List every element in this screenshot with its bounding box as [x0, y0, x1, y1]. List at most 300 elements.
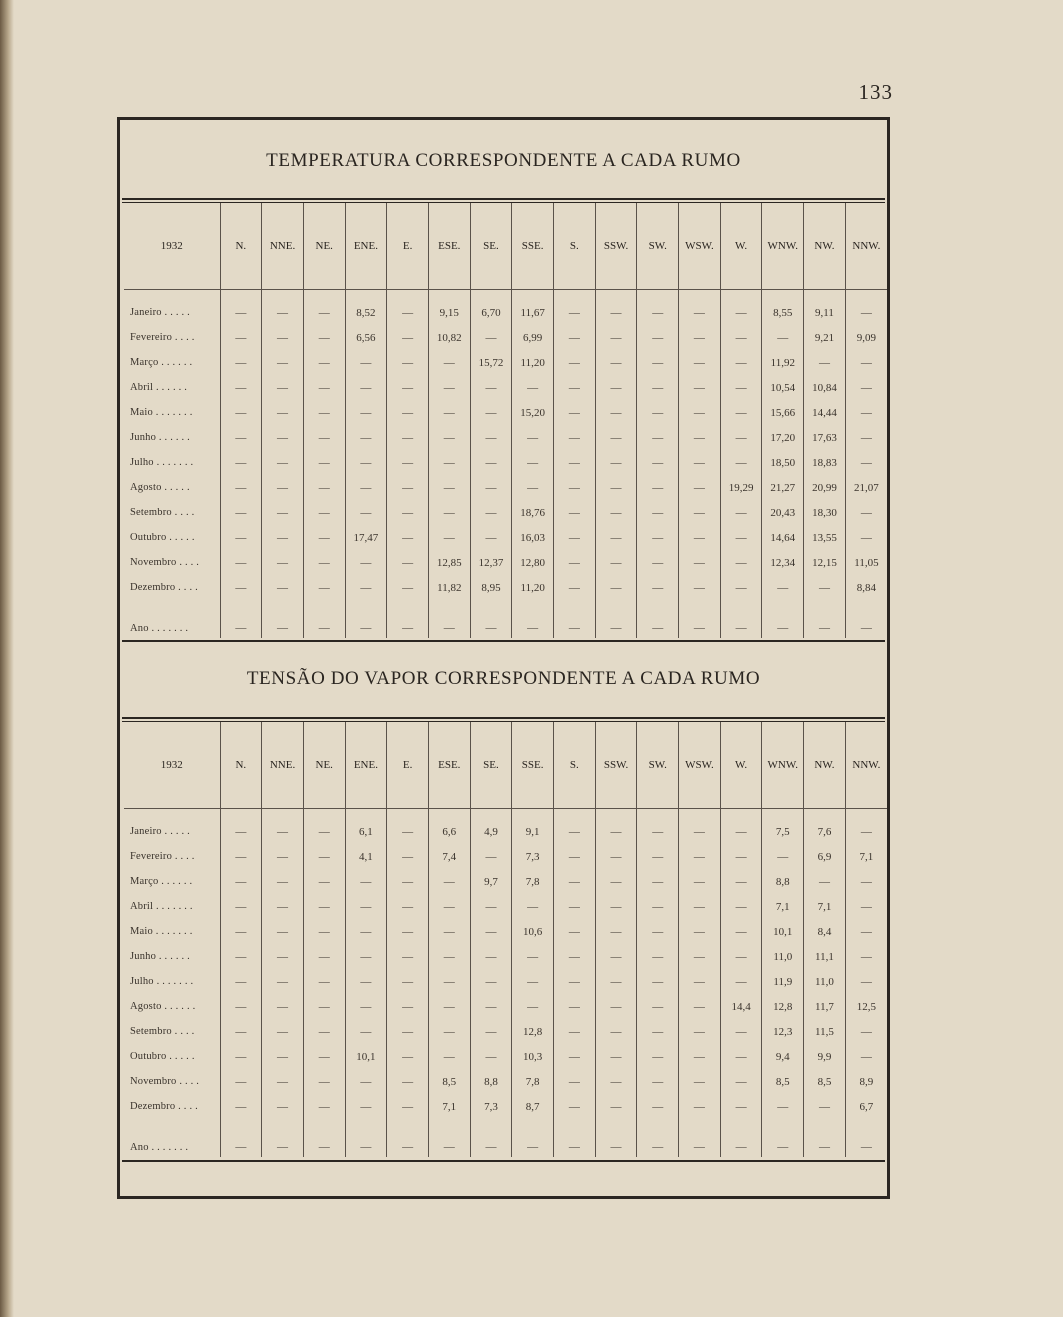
temperature-column-header: S. [554, 203, 596, 290]
bottom-rule [122, 1160, 885, 1162]
table-cell: — [845, 869, 887, 894]
vapor-top-rule [122, 640, 885, 642]
table-cell: — [637, 844, 679, 869]
table-cell: — [637, 600, 679, 638]
vapor-column-header: W. [720, 722, 762, 809]
table-cell: — [387, 994, 429, 1019]
table-cell: — [679, 1069, 721, 1094]
table-row [124, 1094, 887, 1119]
table-cell: — [512, 969, 554, 994]
table-cell: — [303, 375, 345, 400]
table-cell: — [262, 1069, 304, 1094]
table-cell: — [470, 400, 512, 425]
table-cell: — [720, 1119, 762, 1157]
table-cell: — [428, 350, 470, 375]
table-cell: — [554, 844, 596, 869]
table-cell: — [804, 600, 846, 638]
table-cell: — [595, 400, 637, 425]
temperature-column-header: WSW. [679, 203, 721, 290]
table-cell: 17,47 [345, 525, 387, 550]
table-cell: — [387, 919, 429, 944]
table-cell: — [220, 1119, 262, 1157]
table-cell: — [595, 1094, 637, 1119]
table-cell: 7,3 [512, 844, 554, 869]
table-cell: 7,6 [804, 819, 846, 844]
table-cell: 11,05 [845, 550, 887, 575]
table-cell: 9,21 [804, 325, 846, 350]
table-cell: — [554, 1044, 596, 1069]
table-cell: — [220, 425, 262, 450]
month-label: Junho . . . . . . [130, 951, 190, 962]
table-cell: — [470, 425, 512, 450]
table-cell: — [845, 819, 887, 844]
month-label: Maio . . . . . . . [130, 926, 193, 937]
table-cell: — [554, 1094, 596, 1119]
temperature-column-header: SE. [470, 203, 512, 290]
table-cell: — [220, 550, 262, 575]
table-cell: 9,4 [762, 1044, 804, 1069]
table-cell: — [303, 350, 345, 375]
table-cell: — [845, 1119, 887, 1157]
vapor-column-header: WNW. [762, 722, 804, 809]
table-cell: — [554, 375, 596, 400]
table-cell: — [595, 550, 637, 575]
table-cell: — [679, 894, 721, 919]
vapor-header-row [124, 722, 887, 809]
table-cell: — [845, 350, 887, 375]
table-cell: — [554, 300, 596, 325]
month-label: Janeiro . . . . . [130, 307, 190, 318]
table-cell: — [220, 350, 262, 375]
table-cell: — [303, 1019, 345, 1044]
table-cell: — [470, 919, 512, 944]
table-cell: — [262, 819, 304, 844]
table-cell: 18,30 [804, 500, 846, 525]
temperature-column-header: E. [387, 203, 429, 290]
table-cell: 12,3 [762, 1019, 804, 1044]
table-cell: 9,1 [512, 819, 554, 844]
table-cell: 15,72 [470, 350, 512, 375]
table-cell: — [387, 450, 429, 475]
table-cell: — [262, 919, 304, 944]
table-cell: — [220, 919, 262, 944]
table-cell: — [554, 350, 596, 375]
table-cell: — [303, 500, 345, 525]
table-cell: — [679, 994, 721, 1019]
table-cell: — [637, 1044, 679, 1069]
vapor-title: TENSÃO DO VAPOR CORRESPONDENTE A CADA RUMO [246, 668, 761, 689]
table-cell: — [845, 500, 887, 525]
table-cell: 12,80 [512, 550, 554, 575]
table-cell: 7,8 [512, 869, 554, 894]
table-cell: — [220, 1094, 262, 1119]
table-cell: — [470, 450, 512, 475]
table-cell: — [554, 550, 596, 575]
table-cell: — [554, 994, 596, 1019]
table-cell: — [679, 944, 721, 969]
table-row [124, 944, 887, 969]
table-cell: — [345, 600, 387, 638]
table-cell: 8,5 [428, 1069, 470, 1094]
table-cell: — [387, 944, 429, 969]
table-cell: — [637, 1119, 679, 1157]
table-cell: — [845, 400, 887, 425]
table-cell: 15,20 [512, 400, 554, 425]
table-cell: — [220, 300, 262, 325]
table-cell: 6,99 [512, 325, 554, 350]
table-cell: — [845, 969, 887, 994]
table-cell: — [220, 525, 262, 550]
table-cell: — [637, 300, 679, 325]
table-cell: 10,82 [428, 325, 470, 350]
table-cell: — [470, 1019, 512, 1044]
vapor-column-header: WSW. [679, 722, 721, 809]
table-cell: — [554, 869, 596, 894]
table-cell: — [554, 944, 596, 969]
table-cell: — [345, 575, 387, 600]
table-row [124, 1069, 887, 1094]
table-cell: — [428, 500, 470, 525]
table-cell: — [387, 325, 429, 350]
table-cell: — [345, 969, 387, 994]
table-cell: — [720, 350, 762, 375]
table-cell: — [262, 450, 304, 475]
table-cell: — [720, 575, 762, 600]
table-cell: — [428, 944, 470, 969]
table-row [124, 1044, 887, 1069]
table-cell: 12,15 [804, 550, 846, 575]
table-cell: — [303, 600, 345, 638]
month-label: Dezembro . . . . [130, 582, 198, 593]
table-row [124, 400, 887, 425]
table-cell: — [679, 375, 721, 400]
temperature-column-header: ESE. [428, 203, 470, 290]
month-label: Ano . . . . . . . [130, 623, 189, 634]
table-cell: — [679, 525, 721, 550]
month-label: Novembro . . . . [130, 1076, 200, 1087]
table-cell: — [595, 994, 637, 1019]
table-cell: 17,63 [804, 425, 846, 450]
table-cell: 8,4 [804, 919, 846, 944]
table-cell: — [679, 425, 721, 450]
table-cell: — [303, 894, 345, 919]
table-cell: 15,66 [762, 400, 804, 425]
table-cell: — [762, 844, 804, 869]
table-cell: — [220, 819, 262, 844]
table-cell: — [470, 969, 512, 994]
table-cell: — [720, 944, 762, 969]
month-label: Abril . . . . . . . [130, 901, 193, 912]
table-cell: — [720, 1094, 762, 1119]
table-cell: — [595, 375, 637, 400]
table-cell: — [428, 894, 470, 919]
temperature-title-rule [122, 198, 885, 200]
table-cell: — [303, 1094, 345, 1119]
table-cell: — [637, 500, 679, 525]
table-row [124, 919, 887, 944]
table-cell: — [845, 944, 887, 969]
table-cell: — [845, 375, 887, 400]
table-cell: — [720, 1019, 762, 1044]
vapor-column-header: SSW. [595, 722, 637, 809]
table-cell: — [845, 450, 887, 475]
table-cell: — [387, 500, 429, 525]
month-label: Ano . . . . . . . [130, 1142, 189, 1153]
table-cell: — [303, 525, 345, 550]
month-label: Janeiro . . . . . [130, 826, 190, 837]
vapor-column-header: ESE. [428, 722, 470, 809]
table-cell: — [470, 944, 512, 969]
table-cell: — [637, 969, 679, 994]
table-cell: — [554, 894, 596, 919]
table-cell: — [303, 1119, 345, 1157]
table-cell: — [637, 894, 679, 919]
table-cell: 8,84 [845, 575, 887, 600]
table-cell: — [387, 894, 429, 919]
table-cell: 7,4 [428, 844, 470, 869]
table-cell: — [303, 475, 345, 500]
table-cell: — [554, 1119, 596, 1157]
table-cell: — [262, 600, 304, 638]
table-cell: — [637, 1094, 679, 1119]
table-row [124, 994, 887, 1019]
month-label: Março . . . . . . [130, 357, 193, 368]
table-cell: — [512, 1119, 554, 1157]
table-cell: 4,9 [470, 819, 512, 844]
table-cell: — [554, 325, 596, 350]
month-label: Fevereiro . . . . [130, 851, 195, 862]
table-cell: 11,5 [804, 1019, 846, 1044]
table-cell: — [387, 1069, 429, 1094]
table-row [124, 325, 887, 350]
table-cell: — [845, 894, 887, 919]
table-cell: — [512, 375, 554, 400]
table-cell: 12,85 [428, 550, 470, 575]
table-cell: 7,1 [428, 1094, 470, 1119]
table-cell: — [720, 844, 762, 869]
table-cell: 18,50 [762, 450, 804, 475]
table-cell: — [387, 375, 429, 400]
table-row [124, 550, 887, 575]
table-cell: — [845, 919, 887, 944]
table-cell: — [720, 300, 762, 325]
month-label: Julho . . . . . . . [130, 457, 194, 468]
table-cell: — [595, 575, 637, 600]
table-cell: — [220, 869, 262, 894]
month-label: Outubro . . . . . [130, 532, 195, 543]
table-cell: 9,7 [470, 869, 512, 894]
table-cell: — [554, 450, 596, 475]
table-cell: — [303, 969, 345, 994]
table-cell: — [303, 550, 345, 575]
table-cell: — [345, 1094, 387, 1119]
table-cell: — [679, 1044, 721, 1069]
table-cell: — [428, 1119, 470, 1157]
table-cell: — [387, 475, 429, 500]
table-cell: — [679, 969, 721, 994]
table-cell: — [720, 425, 762, 450]
table-cell: — [470, 500, 512, 525]
table-row [124, 450, 887, 475]
table-cell: — [303, 994, 345, 1019]
temperature-column-header: W. [720, 203, 762, 290]
table-cell: 10,54 [762, 375, 804, 400]
table-row [124, 1019, 887, 1044]
table-cell: 11,7 [804, 994, 846, 1019]
table-cell: 11,92 [762, 350, 804, 375]
table-cell: — [512, 425, 554, 450]
table-cell: — [220, 844, 262, 869]
table-cell: 7,1 [762, 894, 804, 919]
table-cell: — [303, 869, 345, 894]
vapor-column-header: NE. [303, 722, 345, 809]
month-label: Maio . . . . . . . [130, 407, 193, 418]
table-cell: — [804, 869, 846, 894]
tables-frame [117, 117, 890, 1199]
table-cell: — [554, 475, 596, 500]
table-cell: — [595, 325, 637, 350]
table-cell: — [470, 375, 512, 400]
table-cell: — [720, 375, 762, 400]
table-cell: — [303, 919, 345, 944]
table-cell: — [428, 969, 470, 994]
table-cell: — [220, 325, 262, 350]
table-cell: — [470, 844, 512, 869]
table-cell: — [554, 1019, 596, 1044]
table-cell: — [387, 969, 429, 994]
table-cell: — [387, 1119, 429, 1157]
table-cell: — [554, 500, 596, 525]
table-cell: — [303, 400, 345, 425]
table-cell: — [720, 969, 762, 994]
table-cell: 8,52 [345, 300, 387, 325]
table-cell: 9,15 [428, 300, 470, 325]
table-cell: — [303, 450, 345, 475]
table-cell: — [470, 475, 512, 500]
table-cell: — [637, 994, 679, 1019]
table-cell: — [428, 1019, 470, 1044]
table-cell: 8,5 [804, 1069, 846, 1094]
table-row [124, 300, 887, 325]
table-cell: 16,03 [512, 525, 554, 550]
table-cell: — [262, 994, 304, 1019]
temperature-column-header: WNW. [762, 203, 804, 290]
table-cell: — [262, 350, 304, 375]
temperature-column-header: SSE. [512, 203, 554, 290]
table-cell: — [720, 550, 762, 575]
table-cell: — [637, 325, 679, 350]
temperature-year-header: 1932 [124, 203, 220, 290]
table-cell: — [679, 500, 721, 525]
table-cell: — [804, 350, 846, 375]
table-cell: — [387, 844, 429, 869]
table-cell: — [428, 994, 470, 1019]
table-cell: — [345, 375, 387, 400]
table-cell: — [595, 844, 637, 869]
table-cell: 6,6 [428, 819, 470, 844]
table-cell: 17,20 [762, 425, 804, 450]
table-cell: — [637, 350, 679, 375]
table-cell: — [845, 600, 887, 638]
table-cell: — [762, 600, 804, 638]
table-cell: — [637, 525, 679, 550]
table-cell: 11,9 [762, 969, 804, 994]
table-cell: — [345, 350, 387, 375]
table-cell: — [637, 425, 679, 450]
table-cell: — [262, 1044, 304, 1069]
table-cell: — [679, 300, 721, 325]
page-number: 133 [858, 80, 893, 104]
table-cell: — [428, 919, 470, 944]
temperature-column-header: SSW. [595, 203, 637, 290]
table-cell: 10,3 [512, 1044, 554, 1069]
table-cell: — [345, 1119, 387, 1157]
table-cell: — [220, 969, 262, 994]
table-cell: — [679, 475, 721, 500]
vapor-column-header: SE. [470, 722, 512, 809]
table-cell: — [262, 400, 304, 425]
table-cell: — [262, 1119, 304, 1157]
table-cell: 12,5 [845, 994, 887, 1019]
table-cell: 8,7 [512, 1094, 554, 1119]
table-row [124, 525, 887, 550]
table-cell: — [345, 894, 387, 919]
table-cell: — [720, 869, 762, 894]
month-label: Dezembro . . . . [130, 1101, 198, 1112]
table-cell: 9,11 [804, 300, 846, 325]
table-cell: — [637, 944, 679, 969]
table-cell: — [637, 819, 679, 844]
table-cell: — [762, 575, 804, 600]
vapor-column-header: ENE. [345, 722, 387, 809]
table-cell: — [345, 919, 387, 944]
table-cell: 18,76 [512, 500, 554, 525]
table-cell: — [637, 550, 679, 575]
table-cell: — [595, 1044, 637, 1069]
table-cell: — [262, 575, 304, 600]
table-cell: — [845, 425, 887, 450]
table-cell: 7,1 [804, 894, 846, 919]
temperature-title: TEMPERATURA CORRESPONDENTE A CADA RUMO [266, 150, 741, 171]
table-cell: — [262, 844, 304, 869]
table-cell: — [679, 1094, 721, 1119]
table-cell: 21,27 [762, 475, 804, 500]
table-cell: — [720, 525, 762, 550]
table-cell: — [262, 500, 304, 525]
table-cell: 8,55 [762, 300, 804, 325]
table-cell: 8,9 [845, 1069, 887, 1094]
table-cell: — [554, 819, 596, 844]
table-cell: 6,9 [804, 844, 846, 869]
table-cell: 11,0 [762, 944, 804, 969]
table-row [124, 969, 887, 994]
table-cell: — [428, 400, 470, 425]
temperature-column-header: NNE. [262, 203, 304, 290]
table-cell: — [595, 475, 637, 500]
table-cell: 9,9 [804, 1044, 846, 1069]
table-cell: 6,1 [345, 819, 387, 844]
table-cell: — [387, 819, 429, 844]
table-cell: 12,8 [512, 1019, 554, 1044]
vapor-column-header: E. [387, 722, 429, 809]
table-cell: — [220, 1069, 262, 1094]
table-row [124, 475, 887, 500]
table-cell: — [512, 994, 554, 1019]
table-cell: 11,20 [512, 350, 554, 375]
table-cell: — [345, 1019, 387, 1044]
vapor-table [124, 722, 887, 1157]
table-cell: — [262, 1094, 304, 1119]
